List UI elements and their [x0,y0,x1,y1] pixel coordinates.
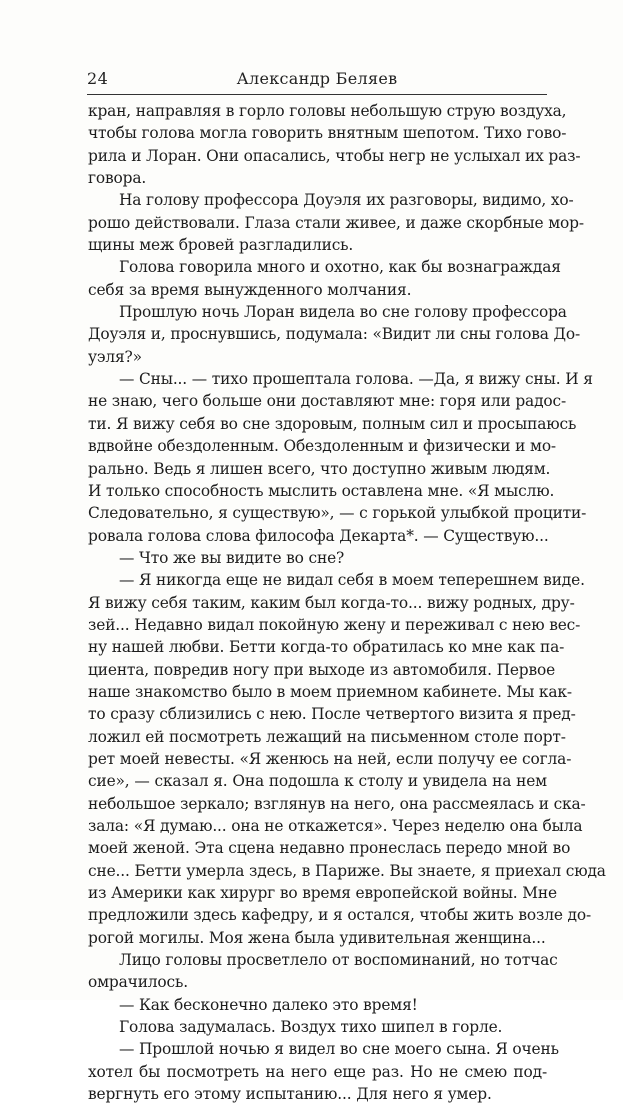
text-line: ну нашей любви. Бетти когда-то обратилась ко мне как па- [88,638,565,657]
text-line: зала: «Я думаю... она не откажется». Через неделю она была [88,817,583,835]
text-line: хотел бы посмотреть на него еще раз. Но не смею под- [88,1062,547,1081]
text-line: — Что же вы видите во сне? [119,548,345,567]
text-line: Голова говорила много и охотно, как бы вознаграждая [119,258,561,277]
text-line: зей... Недавно видал покойную жену и переживал с нею вес- [88,615,581,634]
text-line: сне... Бетти умерла здесь, в Париже. Вы знаете, я приехал сюда [88,861,606,880]
text-line: говора. [88,169,147,188]
header-rule [87,94,547,95]
text-line: Доуэля и, проснувшись, подумала: «Видит ли сны голова До- [88,325,581,344]
text-line: рила и Лоран. Они опасались, чтобы негр не услыхал их раз- [88,146,581,165]
text-line: рогой могилы. Моя жена была удивительная женщина... [88,928,546,947]
text-line: наше знакомство было в моем приемном кабинете. Мы как- [88,682,572,701]
text-line: рет моей невесты. «Я женюсь на ней, если получу ее согла- [88,749,572,768]
text-line: омрачилось. [88,973,188,992]
text-line: Лицо головы просветлело от воспоминаний, но тотчас [119,951,558,970]
text-line: себя за время вынужденного молчания. [88,280,412,299]
text-line: моей женой. Эта сцена недавно пронеслась передо мной во [88,839,571,858]
text-line: вергнуть его этому испытанию... Для него я умер. [88,1085,492,1104]
page-number: 24 [87,69,109,88]
text-line: небольшое зеркало; взглянув на него, она рассмеялась и ска- [88,794,586,813]
text-line: Я вижу себя таким, каким был когда-то... вижу родных, дру- [88,593,575,612]
text-line: рально. Ведь я лишен всего, что доступно живым людям. [88,459,551,478]
text-line: то сразу сблизились с нею. После четвертого визита я пред- [88,705,576,724]
text-line: Прошлую ночь Лоран видела во сне голову профессора [119,303,567,322]
running-head-author: Александр Беляев [236,69,398,88]
text-line: кран, направляя в горло головы небольшую струю воздуха, [88,102,567,120]
text-line: ти. Я вижу себя во сне здоровым, полным сил и просыпаюсь [88,414,577,433]
text-line: чтобы голова могла говорить внятным шепотом. Тихо гово- [88,124,567,143]
text-line: сие», — сказал я. Она подошла к столу и увидела на нем [88,772,547,791]
text-line: Следовательно, я существую», — с горькой улыбкой процити- [88,504,587,523]
text-line: — Прошлой ночью я видел во сне моего сына. Я очень [119,1040,559,1059]
text-line: — Я никогда еще не видал себя в моем теперешнем виде. [119,571,585,590]
text-line: из Америки как хирург во время европейской войны. Мне [88,884,557,903]
text-line: щины меж бровей разгладились. [88,236,354,255]
text-line: Голова задумалась. Воздух тихо шипел в горле. [119,1018,503,1037]
body-text [88,100,606,1105]
text-line: ровала голова слова философа Декарта*. — Существую... [88,526,549,545]
page-header [87,69,547,91]
text-line: предложили здесь кафедру, и я остался, чтобы жить возле до- [88,906,592,925]
text-line: уэля?» [88,347,142,366]
text-line: ложил ей посмотреть лежащий на письменном столе порт- [88,727,566,746]
text-line: И только способность мыслить оставлена мне. «Я мыслю. [88,481,555,500]
text-line: — Сны... — тихо прошептала голова. —Да, я вижу сны. И я [119,370,593,389]
text-line: не знаю, чего больше они доставляют мне: горя или радос- [88,392,567,411]
text-line: — Как бесконечно далеко это время! [119,995,418,1014]
text-line: вдвойне обездоленным. Обездоленным и физически и мо- [88,437,556,456]
text-line: рошо действовали. Глаза стали живее, и даже скорбные мор- [88,213,584,232]
text-line: циента, повредив ногу при выходе из автомобиля. Первое [88,660,556,679]
text-line: На голову профессора Доуэля их разговоры, видимо, хо- [119,191,574,210]
